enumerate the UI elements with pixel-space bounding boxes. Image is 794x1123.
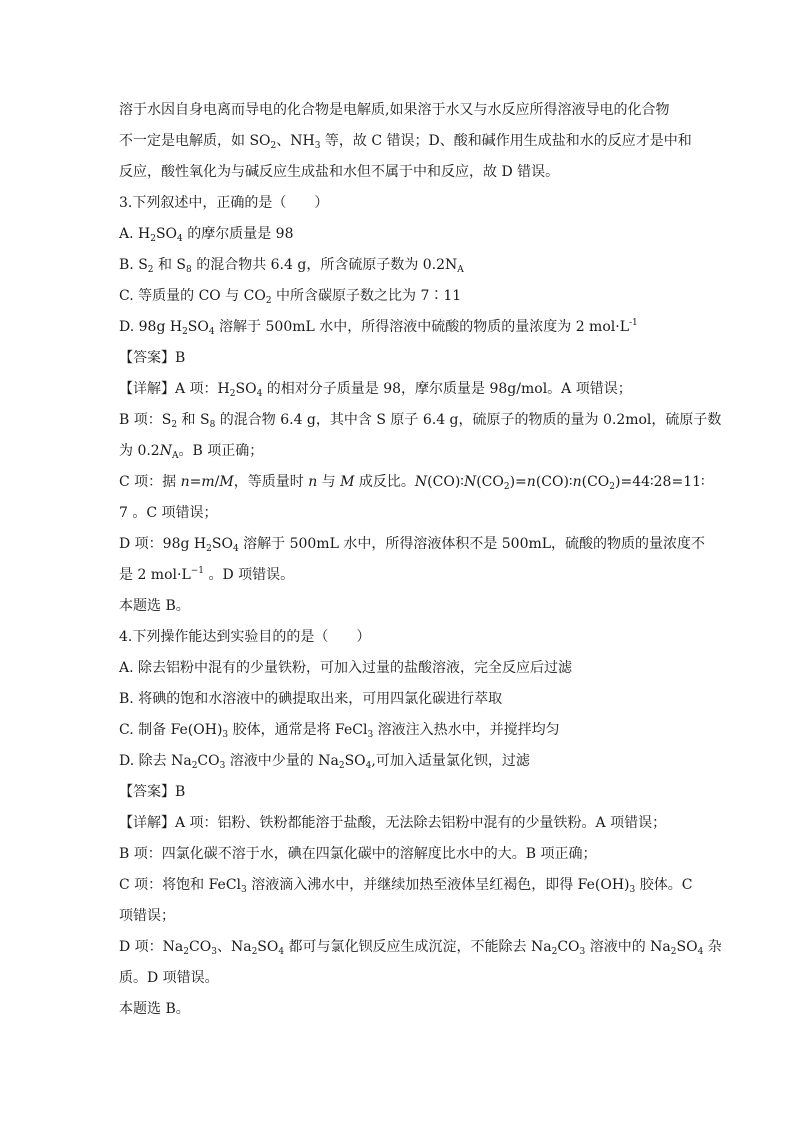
text-line: 本题选 B。: [119, 598, 190, 614]
text-line: 反应，酸性氧化为与碱反应生成盐和水但不属于中和反应，故 D 错误。: [119, 164, 560, 180]
text-line: 不一定是电解质，如 $SO_2$、$NH_3$ 等，故 C 错误；D、酸和碱作用生成盐和水的反应才是中和: [119, 133, 692, 151]
text-line: 溶于水因自身电离而导电的化合物是电解质,如果溶于水又与水反应所得溶液导电的化合物: [119, 102, 670, 118]
text-line: 本题选 B。: [119, 1001, 190, 1017]
text-line: D 项：98g $H_2SO_4$ 溶解于 500mL 水中，所得溶液体积不是 500mL，硫酸的物质的量浓度不: [119, 536, 706, 554]
text-line: B. $S_2$ 和 $S_8$ 的混合物共 6.4 g，所含硫原子数为 $0.2N_A$: [119, 257, 464, 275]
text-line: 7 。C 项错误；: [119, 505, 218, 521]
text-line: D. 98g $H_2SO_4$ 溶解于 500mL 水中，所得溶液中硫酸的物质的量浓度为 2 $mol\cdot L^{-1}$: [119, 318, 638, 337]
text-line: 是 2 $mol\cdot L^{-1}$ 。D 项错误。: [119, 566, 295, 583]
document-body: [119, 95, 722, 1025]
text-line: 质。D 项错误。: [119, 970, 219, 986]
text-line: B 项：$S_2$ 和 $S_8$ 的混合物 6.4 g，其中含 S 原子 6.4 g，硫原子的物质的量为 0.2mol，硫原子数: [119, 412, 722, 430]
text-line: 3.下列叙述中，正确的是（ ）: [119, 195, 329, 211]
text-line: 为 $0.2N_A$。B 项正确；: [119, 443, 264, 461]
text-line: 【答案】B: [119, 784, 186, 800]
text-line: D. 除去 $Na_2CO_3$ 溶液中少量的 $Na_2SO_4$,可加入适量氯化钡，过滤: [119, 753, 530, 771]
text-line: B. 将碘的饱和水溶液中的碘提取出来，可用四氯化碳进行萃取: [119, 691, 503, 707]
text-line: 【详解】A 项：铝粉、铁粉都能溶于盐酸，无法除去铝粉中混有的少量铁粉。A 项错误；: [119, 815, 667, 831]
text-line: D 项：$Na_2CO_3$、$Na_2SO_4$ 都可与氯化钡反应生成沉淀，不能除去 $Na_2CO_3$ 溶液中的 $Na_2SO_4$ 杂: [119, 939, 722, 957]
text-line: C. 等质量的 CO 与 $CO_2$ 中所含碳原子数之比为 7∶11: [119, 288, 462, 306]
text-line: C 项：将饱和 FeCl$_3$ 溶液滴入沸水中，并继续加热至液体呈红褐色，即得 $Fe(OH)_3$ 胶体。C: [119, 877, 693, 895]
text-line: 项错误；: [119, 908, 175, 924]
text-line: 4.下列操作能达到实验目的的是（ ）: [119, 629, 371, 645]
text-line: 【答案】B: [119, 350, 186, 366]
text-line: A. $H_2SO_4$ 的摩尔质量是 98: [119, 226, 294, 244]
text-line: A. 除去铝粉中混有的少量铁粉，可加入过量的盐酸溶液，完全反应后过滤: [119, 660, 573, 676]
text-line: B 项：四氯化碳不溶于水，碘在四氯化碳中的溶解度比水中的大。B 项正确；: [119, 846, 597, 862]
text-line: 【详解】A 项：$H_2SO_4$ 的相对分子质量是 98，摩尔质量是 98g/mol。A 项错误；: [119, 381, 632, 399]
text-line: C 项：据 n=m/M，等质量时 n 与 M 成反比。$N(CO)∶N(CO_2)=n(CO)∶n(CO_2)=44∶28=11∶$: [119, 474, 705, 492]
text-line: C. 制备 $Fe(OH)_3$ 胶体，通常是将 FeCl$_3$ 溶液注入热水中，并搅拌均匀: [119, 722, 560, 740]
